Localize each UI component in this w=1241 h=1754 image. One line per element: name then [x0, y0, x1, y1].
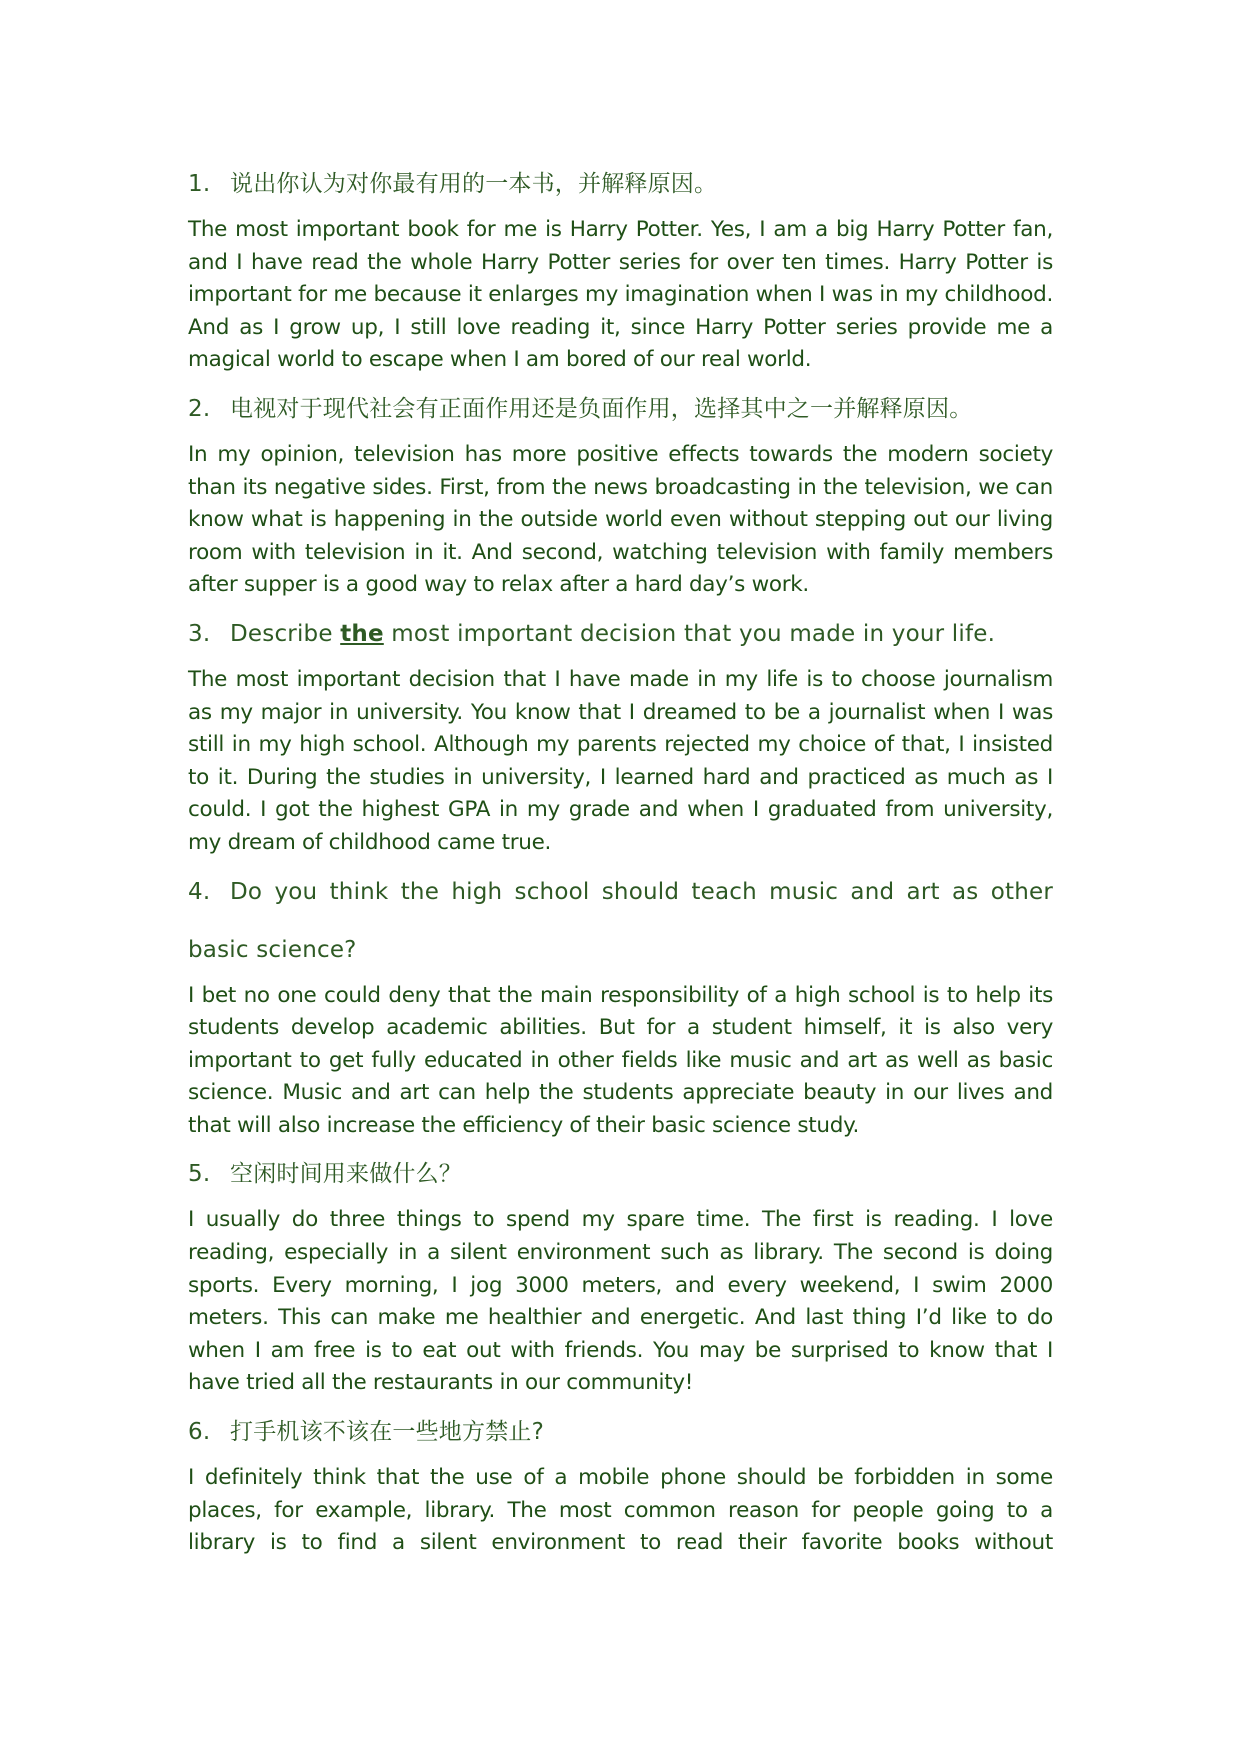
question-text-line1: Do you think the high school should teach music and art as other	[230, 878, 1053, 905]
question-text: 打手机该不该在一些地方禁止?	[230, 1419, 545, 1446]
question-5	[188, 1158, 1053, 1190]
answer-1: The most important book for me is Harry Potter. Yes, I am a big Harry Potter fan, and I have read the whole Harry Potter series for over ten times. Harry Potter is important for me because it enlarges my imagination when I was in my childhood. And as I grow up, I still love reading it, since Harry Potter series provide me a magical world to escape when I am bored of our real world.	[188, 217, 1053, 373]
answer-2: In my opinion, television has more positive effects towards the modern society than its negative sides. First, from the news broadcasting in the television, we can know what is happening in the outside world even without stepping out our living room with television in it. And second, watching television with family members after supper is a good way to relax after a hard day’s work.	[188, 441, 1053, 598]
question-text: 说出你认为对你最有用的一本书，并解释原因。	[230, 171, 718, 197]
question-text	[230, 618, 1053, 650]
question-text: 电视对于现代社会有正面作用还是负面作用，选择其中之一并解释原因。	[230, 395, 973, 422]
answer-5: I usually do three things to spend my spare time. The first is reading. I love reading, especially in a silent environment such as library. The second is doing sports. Every morning, I jog 3000 meters, and every weekend, I swim 2000 meters. This can make me healthier and energetic. And last thing I’d like to do when I am free is to eat out with friends. You may be surprised to know that I have tried all the restaurants in our community!	[188, 1207, 1053, 1396]
document-page	[188, 168, 1053, 1576]
question-text-pre: Describe	[230, 620, 341, 647]
question-number: 6.	[188, 1419, 211, 1446]
question-number: 5.	[188, 1161, 211, 1188]
question-text: 空闲时间用来做什么？	[230, 1161, 462, 1188]
question-text-emphasis: the	[340, 620, 384, 647]
answer-4: I bet no one could deny that the main responsibility of a high school is to help its students develop academic abilities. But for a student himself, it is also very important to get fully educated in other fields like music and art as well as basic science. Music and art can help the students appreciate beauty in our lives and that will also increase the efficiency of their basic science study.	[188, 982, 1053, 1138]
question-1	[188, 168, 1053, 200]
question-6	[188, 1416, 1053, 1448]
question-number: 4.	[188, 878, 211, 905]
question-2	[188, 393, 1053, 425]
question-number: 1.	[188, 171, 211, 197]
question-4-continued: basic science?	[188, 936, 357, 963]
question-number: 2.	[188, 395, 211, 422]
question-number: 3.	[188, 620, 211, 647]
question-text-post: most important decision that you made in your life.	[383, 620, 996, 647]
answer-6: I definitely think that the use of a mobile phone should be forbidden in some places, for example, library. The most common reason for people going to a library is to find a silent environment to read their favorite books without	[188, 1465, 1053, 1556]
answer-3: The most important decision that I have made in my life is to choose journalism as my major in university. You know that I dreamed to be a journalist when I was still in my high school. Although my parents rejected my choice of that, I insisted to it. During the studies in university, I learned hard and practiced as much as I could. I got the highest GPA in my grade and when I graduated from university, my dream of childhood came true.	[188, 666, 1053, 855]
question-4	[188, 876, 1053, 908]
question-3	[188, 618, 1053, 650]
